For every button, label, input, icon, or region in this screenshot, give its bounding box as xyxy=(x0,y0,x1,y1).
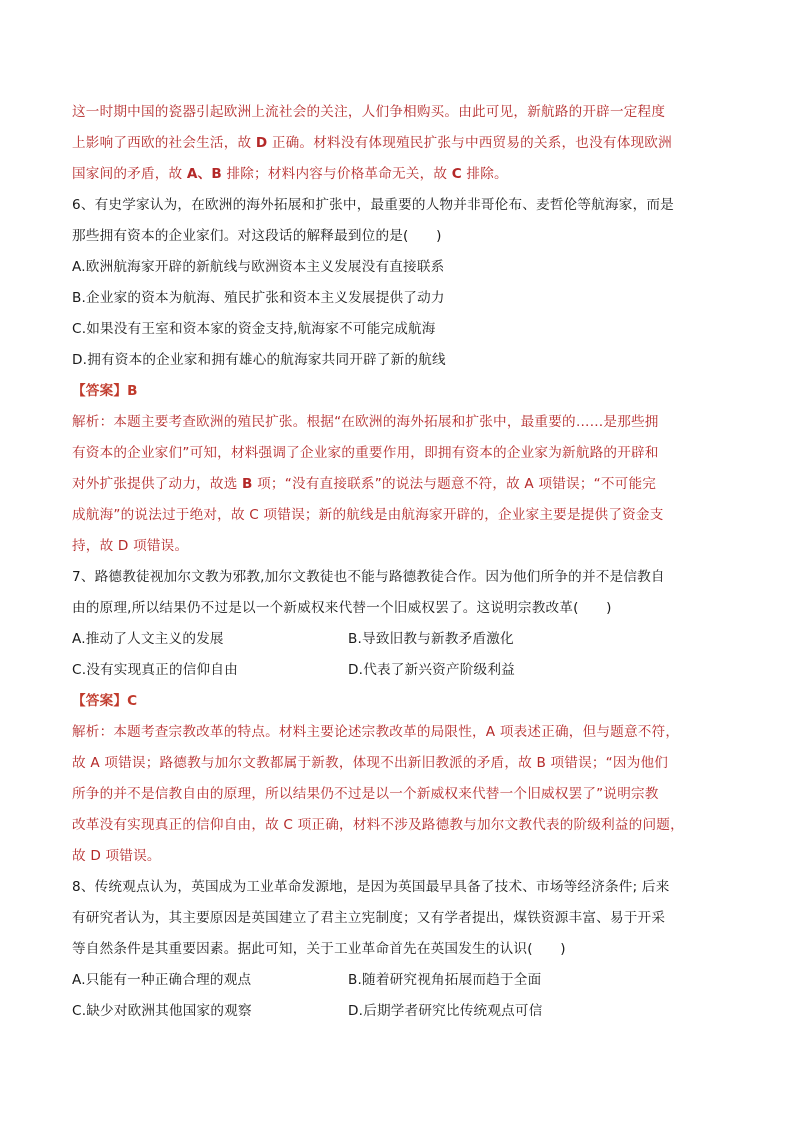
q8-stem-line-2: 有研究者认为，其主要原因是英国建立了君主立宪制度；又有学者提出，煤铁资源丰富、易于开采 xyxy=(72,910,666,926)
q8-options-row-2 xyxy=(72,996,724,1027)
q8-stem-line-1: 8、传统观点认为，英国成为工业革命发源地，是因为英国最早具备了技术、市场等经济条件; 后来 xyxy=(72,879,670,895)
q5-explanation-line-1: 这一时期中国的瓷器引起欧洲上流社会的关注，人们争相购买。由此可见，新航路的开辟一定程度 xyxy=(72,104,666,120)
q6-explanation-line-5: 持，故 D 项错误。 xyxy=(72,538,189,554)
q8-option-c: C.缺少对欧洲其他国家的观察 xyxy=(72,1003,252,1019)
q7-stem-line-1: 7、路德教徒视加尔文教为邪教,加尔文教徒也不能与路德教徒合作。因为他们所争的并不是信教自 xyxy=(72,569,665,585)
q6-option-b: B.企业家的资本为航海、殖民扩张和资本主义发展提供了动力 xyxy=(72,290,445,306)
q6-explanation-line-4: 成航海”的说法过于绝对，故 C 项错误；新的航线是由航海家开辟的，企业家主要是提供了资金支 xyxy=(72,507,664,523)
q6-option-c: C.如果没有王室和资本家的资金支持,航海家不可能完成航海 xyxy=(72,321,436,337)
q7-explanation-line-2: 故 A 项错误；路德教与加尔文教都属于新教，体现不出新旧教派的矛盾，故 B 项错误；“因为他们 xyxy=(72,755,669,771)
q7-option-d: D.代表了新兴资产阶级利益 xyxy=(348,662,515,678)
q6-option-a: A.欧洲航海家开辟的新航线与欧洲资本主义发展没有直接联系 xyxy=(72,259,445,275)
q6-option-d: D.拥有资本的企业家和拥有雄心的航海家共同开辟了新的航线 xyxy=(72,352,446,368)
q6-explanation-line-2: 有资本的企业家们”可知，材料强调了企业家的重要作用，即拥有资本的企业家为新航路的开辟和 xyxy=(72,445,659,461)
q7-options-row-2 xyxy=(72,655,724,686)
q6-explanation-line-3: 对外扩张提供了动力，故选 B 项；“没有直接联系”的说法与题意不符，故 A 项错误；“不可能完 xyxy=(72,476,657,492)
q7-answer: 【答案】C xyxy=(72,693,138,709)
q8-stem-line-3: 等自然条件是其重要因素。据此可知，关于工业革命首先在英国发生的认识( ) xyxy=(72,941,566,957)
q7-option-b: B.导致旧教与新教矛盾激化 xyxy=(348,631,514,647)
q7-explanation-line-3: 所争的并不是信教自由的原理，所以结果仍不过是以一个新威权来代替一个旧威权罢了”说明宗教 xyxy=(72,786,659,802)
q8-option-d: D.后期学者研究比传统观点可信 xyxy=(348,1003,543,1019)
q7-explanation-line-5: 故 D 项错误。 xyxy=(72,848,161,864)
q5-explanation-line-2: 上影响了西欧的社会生活，故 D 正确。材料没有体现殖民扩张与中西贸易的关系，也没有体现欧洲 xyxy=(72,135,672,151)
q6-stem-line-2: 那些拥有资本的企业家们。对这段话的解释最到位的是( ) xyxy=(72,228,442,244)
q7-option-c: C.没有实现真正的信仰自由 xyxy=(72,662,238,678)
q7-explanation-line-4: 改革没有实现真正的信仰自由，故 C 项正确，材料不涉及路德教与加尔文教代表的阶级利益的问题， xyxy=(72,817,684,833)
q5-explanation-line-3: 国家间的矛盾，故 A、B 排除；材料内容与价格革命无关，故 C 排除。 xyxy=(72,166,508,182)
q6-answer: 【答案】B xyxy=(72,383,138,399)
q7-explanation-line-1: 解析：本题考查宗教改革的特点。材料主要论述宗教改革的局限性，A 项表述正确，但与题意不符， xyxy=(72,724,680,740)
q8-option-a: A.只能有一种正确合理的观点 xyxy=(72,972,252,988)
q6-stem-line-1: 6、有史学家认为，在欧洲的海外拓展和扩张中，最重要的人物并非哥伦布、麦哲伦等航海家，而是 xyxy=(72,197,674,213)
q8-options-row-1 xyxy=(72,965,724,996)
q8-option-b: B.随着研究视角拓展而趋于全面 xyxy=(348,972,542,988)
q6-explanation-line-1: 解析：本题主要考查欧洲的殖民扩张。根据“在欧洲的海外拓展和扩张中，最重要的……是那些拥 xyxy=(72,414,659,430)
q7-stem-line-2: 由的原理,所以结果仍不过是以一个新威权来代替一个旧威权罢了。这说明宗教改革( ) xyxy=(72,600,612,616)
q7-options-row-1 xyxy=(72,624,724,655)
q7-option-a: A.推动了人文主义的发展 xyxy=(72,631,224,647)
